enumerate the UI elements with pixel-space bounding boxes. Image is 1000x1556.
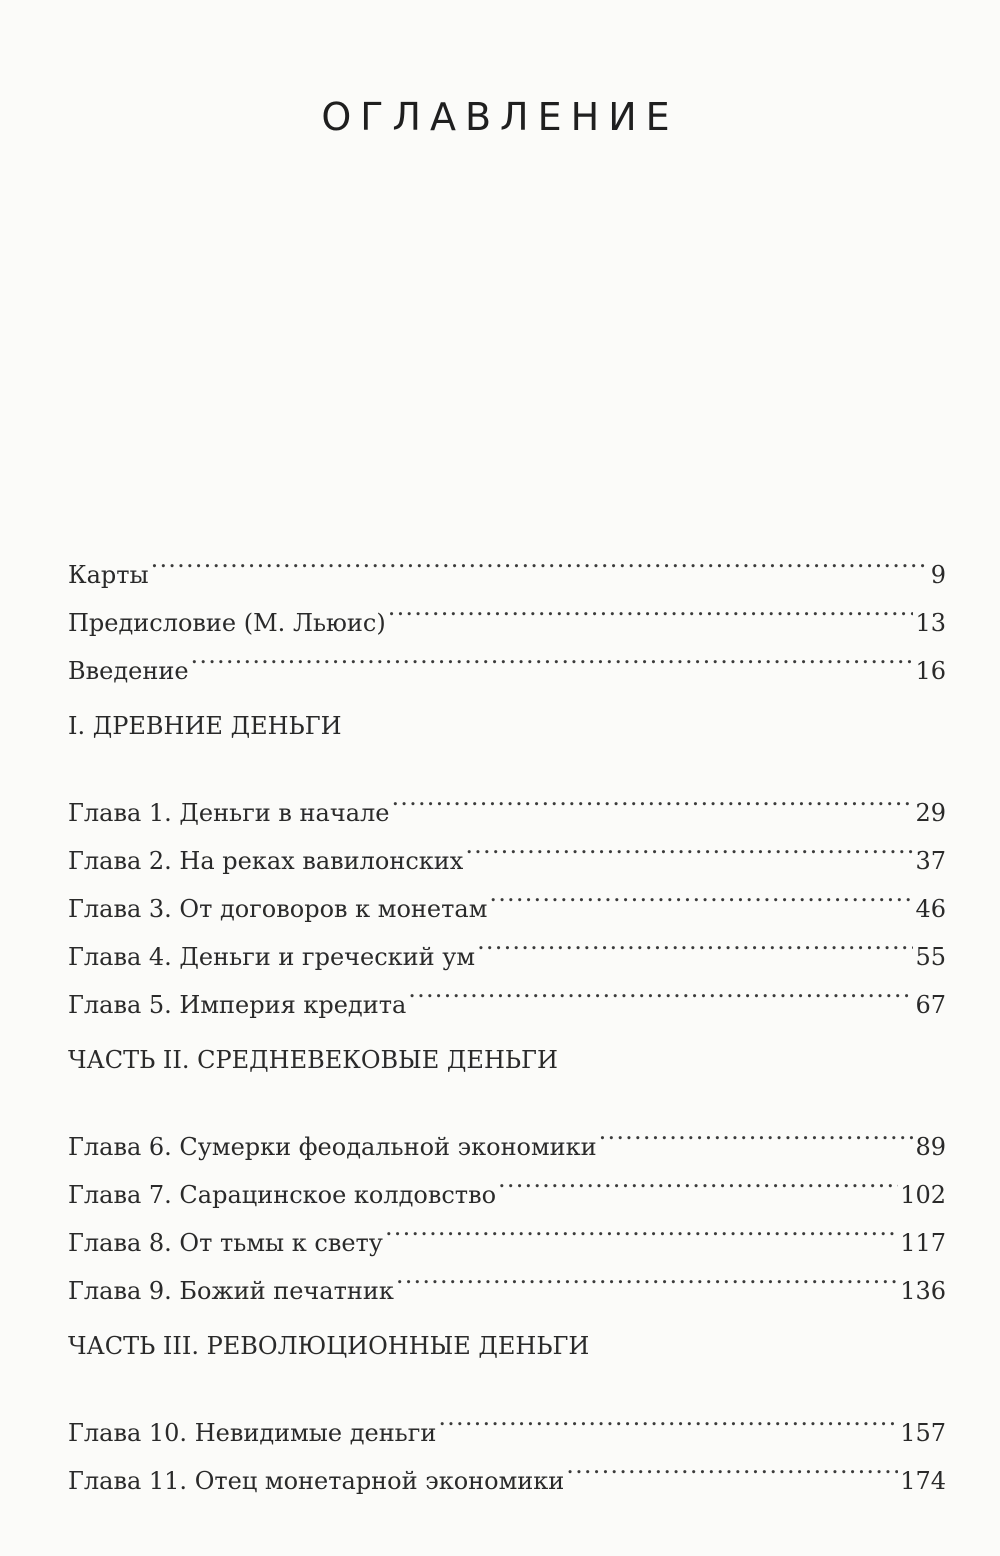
- toc-entry-label: Глава 10. Невидимые деньги: [68, 1419, 437, 1447]
- table-of-contents: [68, 535, 946, 1495]
- dot-leader: [599, 1107, 914, 1155]
- dot-leader: [477, 917, 913, 965]
- dot-leader: [385, 1203, 898, 1251]
- toc-entry-chapter-10: [68, 1393, 946, 1447]
- toc-entry-introduction: [68, 631, 946, 685]
- toc-entry-page: 37: [915, 847, 946, 875]
- toc-entry-page: 46: [915, 895, 946, 923]
- toc-entry-label: Глава 3. От договоров к монетам: [68, 895, 488, 923]
- toc-entry-chapter-1: [68, 773, 946, 827]
- dot-leader: [489, 869, 913, 917]
- toc-entry-page: 13: [915, 609, 946, 637]
- dot-leader: [566, 1441, 898, 1489]
- dot-leader: [438, 1393, 898, 1441]
- dot-leader: [396, 1251, 898, 1299]
- toc-entry-label: Глава 7. Сарацинское колдовство: [68, 1181, 497, 1209]
- toc-entry-label: Карты: [68, 561, 149, 589]
- toc-entry-page: 9: [930, 561, 946, 589]
- part-heading-3: ЧАСТЬ III. РЕВОЛЮЦИОННЫЕ ДЕНЬГИ: [68, 1332, 590, 1360]
- toc-entry-page: 55: [915, 943, 946, 971]
- dot-leader: [391, 773, 913, 821]
- dot-leader: [151, 535, 929, 583]
- toc-entry-label: Глава 8. От тьмы к свету: [68, 1229, 383, 1257]
- page-title: ОГЛАВЛЕНИЕ: [321, 95, 679, 139]
- toc-entry-label: Глава 9. Божий печатник: [68, 1277, 394, 1305]
- dot-leader: [498, 1155, 898, 1203]
- toc-entry-label: Предисловие (М. Льюис): [68, 609, 386, 637]
- toc-entry-label: Глава 5. Империя кредита: [68, 991, 407, 1019]
- toc-entry-page: 102: [900, 1181, 946, 1209]
- dot-leader: [465, 821, 913, 869]
- toc-entry-page: 89: [915, 1133, 946, 1161]
- toc-entry-label: Глава 6. Сумерки феодальной экономики: [68, 1133, 597, 1161]
- dot-leader: [388, 583, 914, 631]
- toc-entry-page: 174: [900, 1467, 946, 1495]
- part-heading-2: ЧАСТЬ II. СРЕДНЕВЕКОВЫЕ ДЕНЬГИ: [68, 1046, 558, 1074]
- toc-entry-chapter-6: [68, 1107, 946, 1161]
- toc-entry-label: Глава 4. Деньги и греческий ум: [68, 943, 476, 971]
- toc-entry-label: Введение: [68, 657, 189, 685]
- toc-entry-label: Глава 1. Деньги в начале: [68, 799, 390, 827]
- toc-entry-label: Глава 11. Отец монетарной экономики: [68, 1467, 565, 1495]
- dot-leader: [191, 631, 914, 679]
- toc-entry-preface: [68, 583, 946, 637]
- toc-entry-label: Глава 2. На реках вавилонских: [68, 847, 464, 875]
- dot-leader: [408, 965, 913, 1013]
- part-heading-1: I. ДРЕВНИЕ ДЕНЬГИ: [68, 712, 342, 740]
- toc-entry-page: 16: [915, 657, 946, 685]
- toc-entry-page: 29: [915, 799, 946, 827]
- toc-entry-page: 117: [900, 1229, 946, 1257]
- toc-entry-maps: [68, 535, 946, 589]
- toc-entry-page: 67: [915, 991, 946, 1019]
- toc-entry-page: 157: [900, 1419, 946, 1447]
- toc-entry-page: 136: [900, 1277, 946, 1305]
